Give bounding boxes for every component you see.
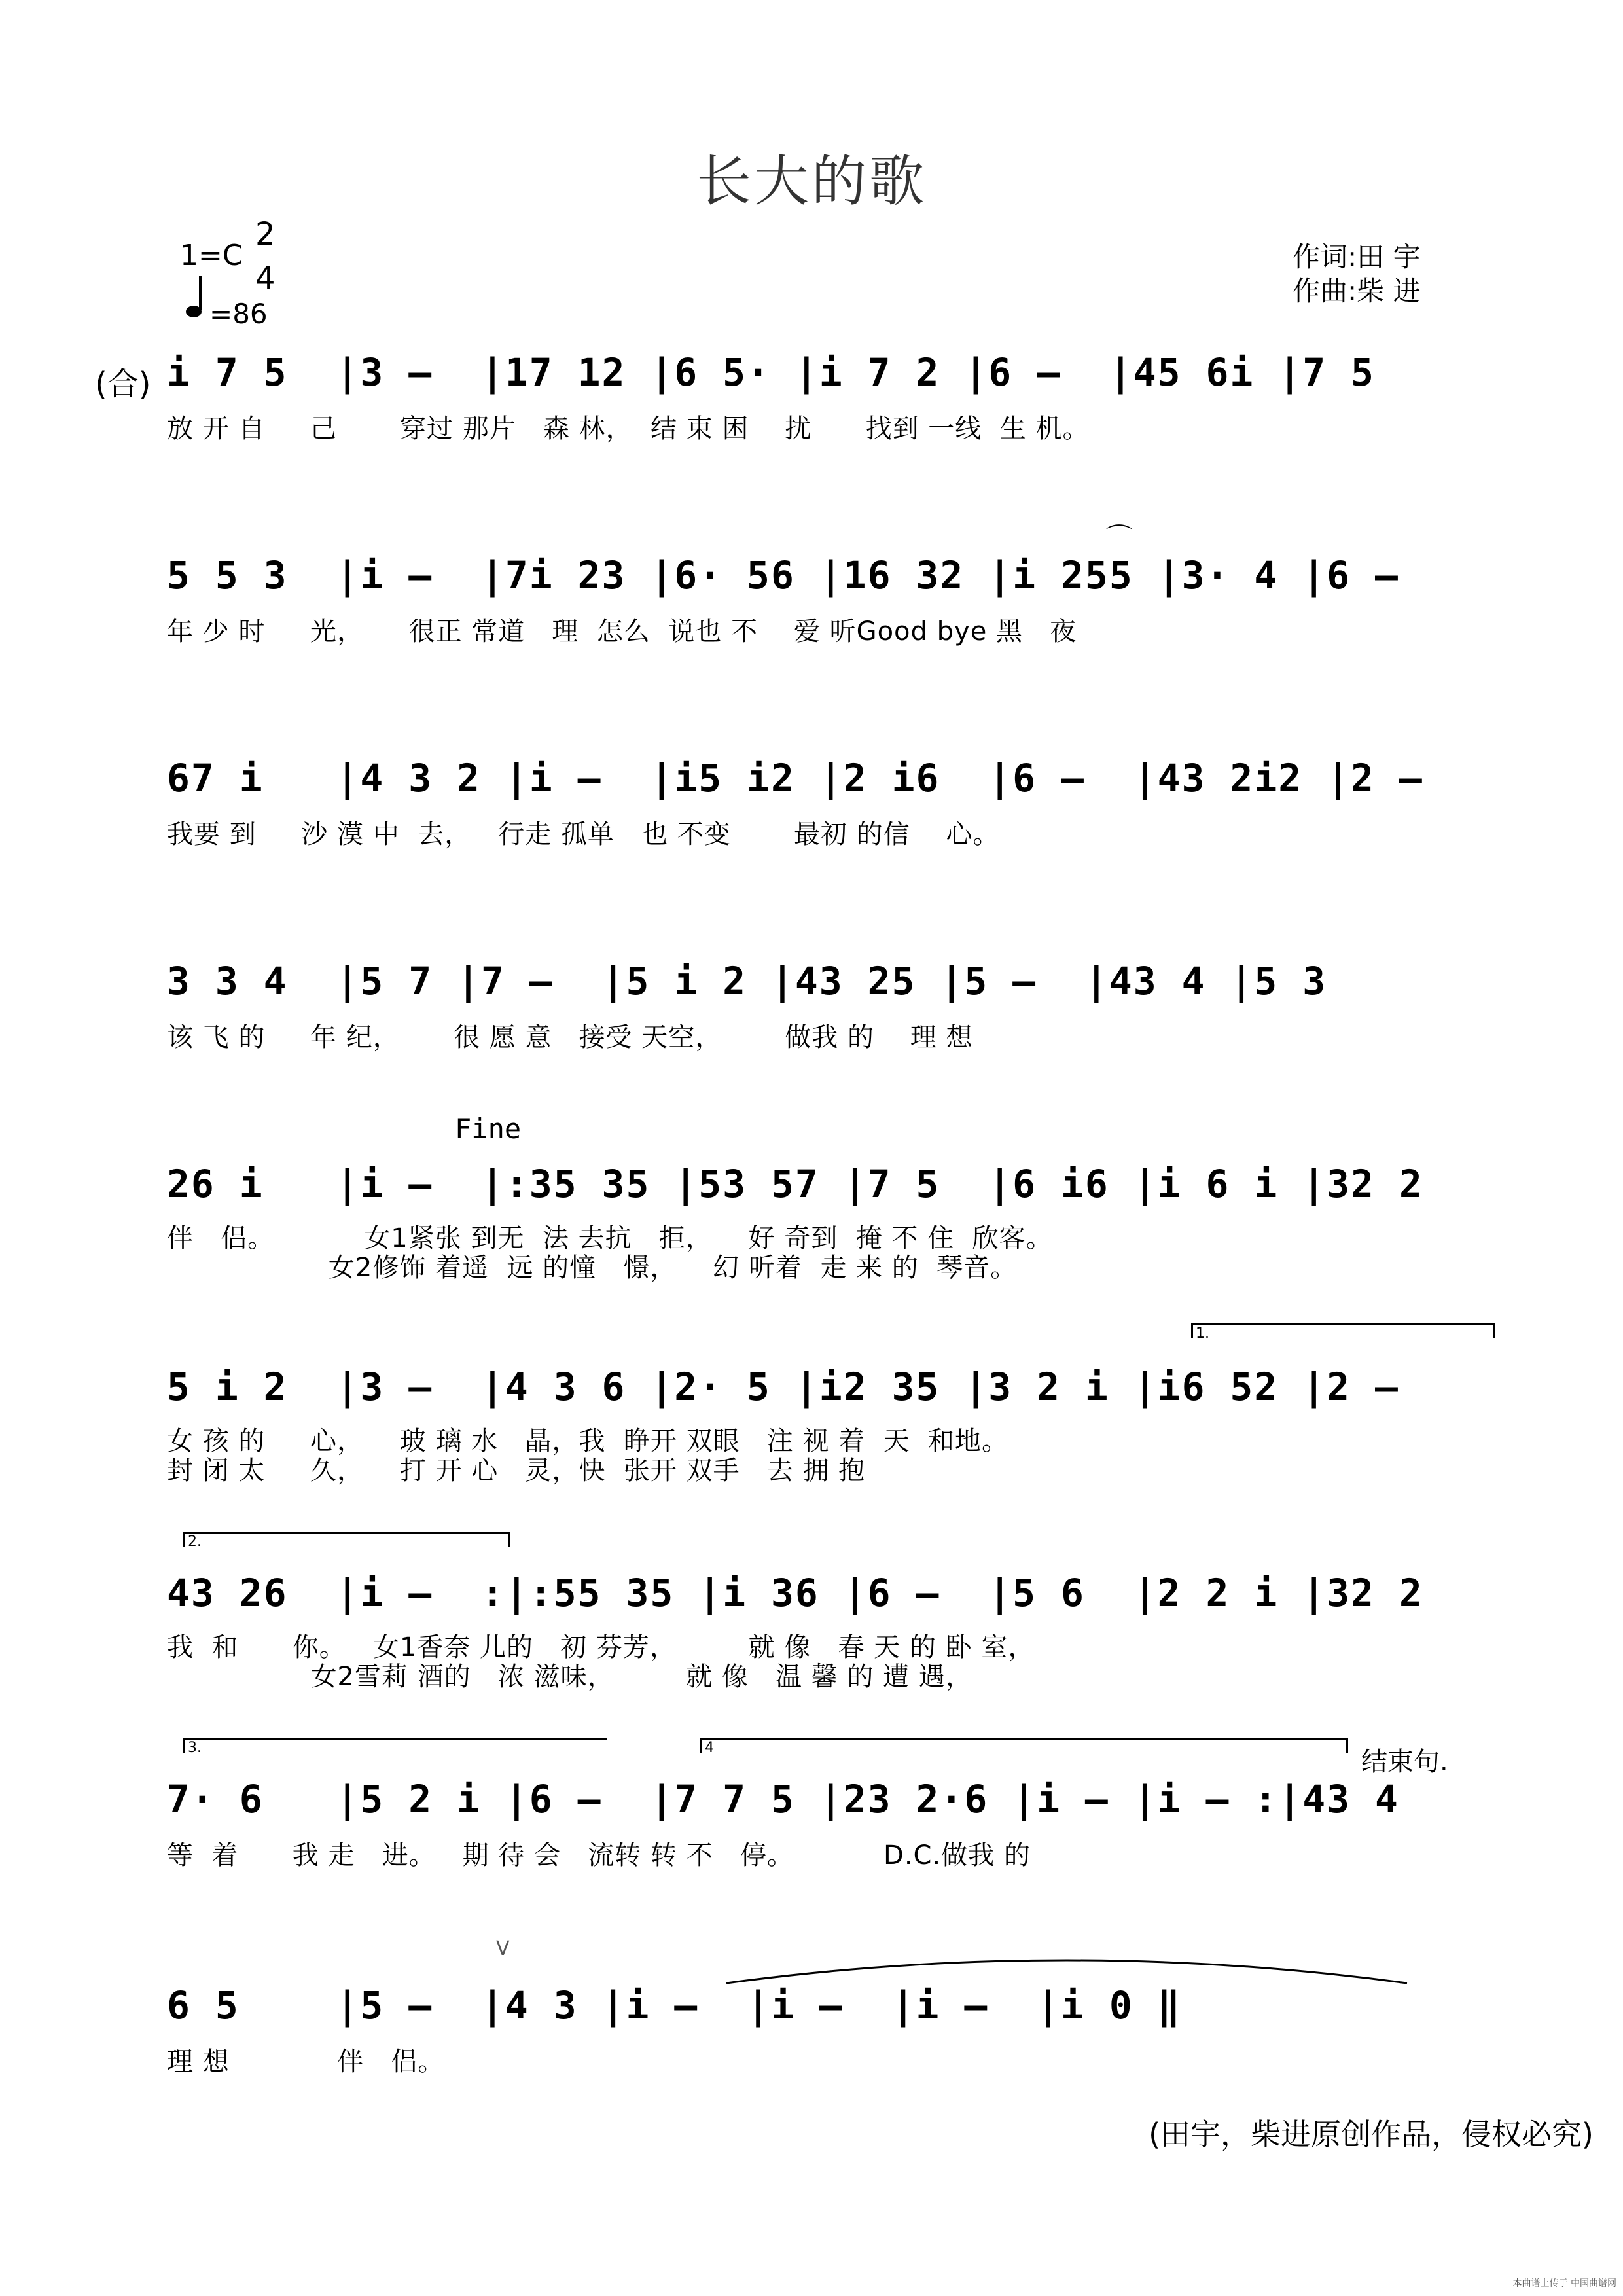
copyright-notice: (田宇，柴进原创作品，侵权必究) xyxy=(1149,2117,1594,2152)
tempo-marking: =86 xyxy=(209,298,268,330)
lyric-line: 伴 侣。 女1紧张 到无 法 去抗 拒， 好 奇到 掩 不 住 欣客。 xyxy=(167,1223,1053,1253)
lyric-line: 放 开 自 己 穿过 那片 森 林， 结 束 困 扰 找到 一线 生 机。 xyxy=(167,414,1090,444)
time-signature-bottom: 4 xyxy=(255,260,276,297)
score-line-2 xyxy=(167,523,1502,664)
quarter-note-icon xyxy=(182,274,207,319)
notation-line: 6 5 |5 – |4 3 |i – |i – |i – |i 0 ‖ xyxy=(167,1983,1182,2028)
lyric-line: 年 少 时 光， 很正 常道 理 怎么 说也 不 爱 听Good bye 黑 夜 xyxy=(167,617,1077,647)
lyricist-credit: 作词:田 宇 xyxy=(1293,241,1421,273)
score-line-7 xyxy=(167,1571,1502,1692)
ending-label: 结束句. xyxy=(1361,1747,1448,1777)
volta-bracket-3: 3. xyxy=(183,1738,607,1753)
lyric-line: 我 和 你。 女1香奈 儿的 初 芬芳， 就 像 春 天 的 卧 室， xyxy=(167,1632,1035,1662)
time-signature-top: 2 xyxy=(255,216,276,253)
score-line-6 xyxy=(167,1365,1502,1486)
lyric-line: 理 想 伴 侣。 xyxy=(167,2047,445,2077)
notation-line: 5 i 2 |3 – |4 3 6 |2· 5 |i2 35 |3 2 i |i6 52 |2 – xyxy=(167,1365,1399,1409)
notation-line: 5 5 3 |i – |7i 23 |6· 56 |16 32 |i 255 |3· 4 |6 – xyxy=(167,553,1399,598)
lyric-line: 女 孩 的 心， 玻 璃 水 晶，我 睁开 双眼 注 视 着 天 和地。 xyxy=(167,1426,1009,1456)
site-watermark: 本曲谱上传于 中国曲谱网 xyxy=(1512,2278,1616,2289)
volta-bracket-2: 2. xyxy=(183,1532,510,1547)
notation-line: i 7 5 |3 – |17 12 |6 5· |i 7 2 |6 – |45 6i |7 5 xyxy=(167,350,1375,395)
lyric-line: 女2雪莉 酒的 浓 滋味， 就 像 温 馨 的 遭 遇， xyxy=(167,1662,972,1692)
part-label: (合) xyxy=(95,366,151,403)
breath-mark: V xyxy=(496,1937,510,1960)
notation-line: 67 i |4 3 2 |i – |i5 i2 |2 i6 |6 – |43 2i2 |2 – xyxy=(167,756,1423,800)
volta-bracket-4: 4 xyxy=(700,1738,1348,1753)
lyric-line: 等 着 我 走 进。 期 待 会 流转 转 不 停。 D.C.做我 的 xyxy=(167,1840,1031,1871)
notation-line: 7· 6 |5 2 i |6 – |7 7 5 |23 2·6 |i – |i – :|43 4 xyxy=(167,1777,1399,1821)
score-line-8 xyxy=(167,1777,1502,1888)
lyric-line: 我要 到 沙 漠 中 去， 行走 孤单 也 不变 最初 的信 心。 xyxy=(167,819,1000,850)
key-signature: 1=C xyxy=(180,239,243,272)
lyric-line: 女2修饰 着遥 远 的憧 憬， 幻 听着 走 来 的 琴音。 xyxy=(167,1253,1018,1283)
slur-icon xyxy=(723,1947,1410,1986)
notation-line: 3 3 4 |5 7 |7 – |5 i 2 |43 25 |5 – |43 4 |5 3 xyxy=(167,959,1327,1003)
fermata-mark: ⌒ xyxy=(1106,523,1132,553)
score-line-4 xyxy=(167,959,1502,1070)
fine-label: Fine xyxy=(455,1113,522,1145)
score-line-1 xyxy=(167,350,1502,461)
lyric-line: 该 飞 的 年 纪， 很 愿 意 接受 天空， 做我 的 理 想 xyxy=(167,1022,973,1052)
lyric-line: 封 闭 太 久， 打 开 心 灵，快 张开 双手 去 拥 抱 xyxy=(167,1456,866,1486)
score-line-5 xyxy=(167,1162,1502,1283)
score-line-3 xyxy=(167,756,1502,867)
volta-bracket-1: 1. xyxy=(1191,1323,1495,1338)
score-line-9 xyxy=(167,1983,1502,2094)
notation-line: 43 26 |i – :|:55 35 |i 36 |6 – |5 6 |2 2 i |32 2 xyxy=(167,1571,1423,1615)
composer-credit: 作曲:柴 进 xyxy=(1293,275,1421,307)
song-title: 长大的歌 xyxy=(696,149,927,213)
notation-line: 26 i |i – |:35 35 |53 57 |7 5 |6 i6 |i 6 i |32 2 xyxy=(167,1162,1423,1206)
